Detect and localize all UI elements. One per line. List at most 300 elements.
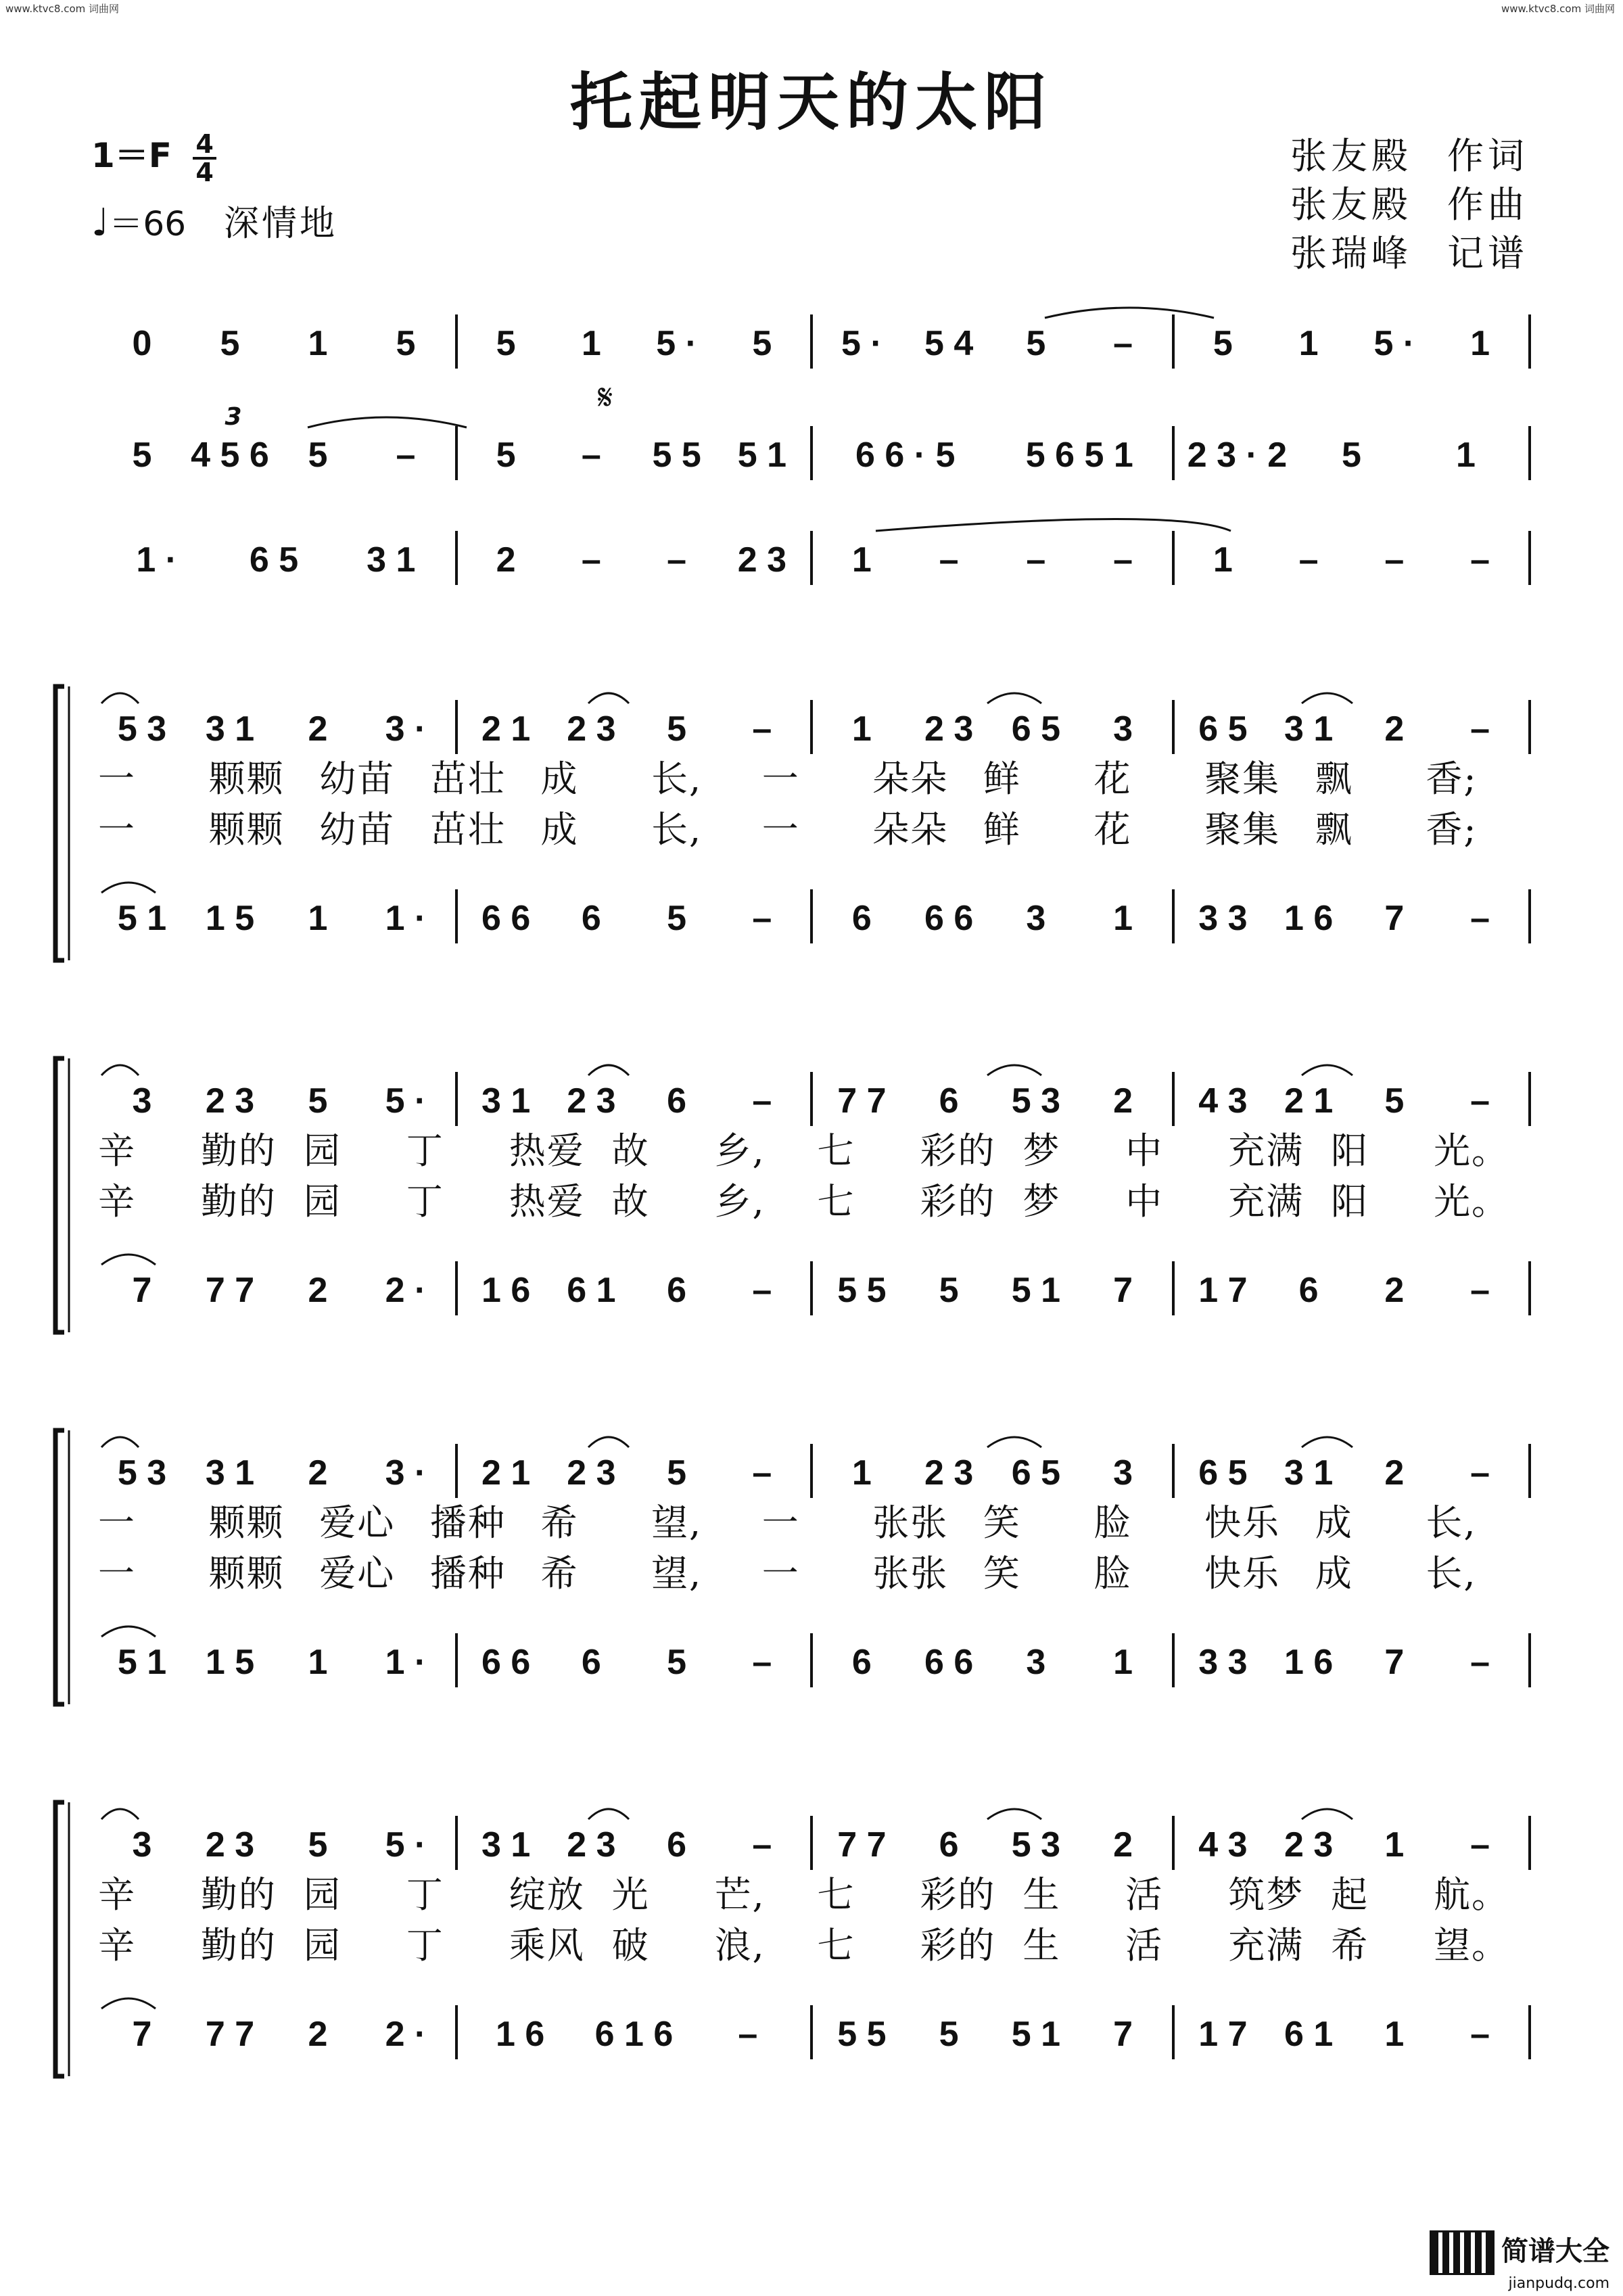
note-token: 2 3: [205, 1081, 255, 1121]
lyric-syllable: 航。: [1434, 1873, 1510, 1916]
lyric-syllable: 乘风: [509, 1924, 585, 1967]
note-token: 3: [1026, 899, 1046, 938]
lyric-syllable: 充满: [1228, 1924, 1304, 1967]
lyric-syllable: 七: [817, 1924, 855, 1967]
note-token: –: [1384, 540, 1405, 580]
note-token: 1 6: [1284, 899, 1334, 938]
lyric-syllable: 乡,: [714, 1180, 766, 1223]
note-token: 6 1 6: [594, 2015, 674, 2054]
note-token: –: [1470, 899, 1490, 938]
slur-arc: [588, 693, 629, 703]
note-token: 1 5: [205, 899, 255, 938]
note-token: 3 1: [481, 1081, 531, 1121]
lyric-syllable: 长,: [651, 808, 703, 851]
logo-sub: jianpudq.com: [1508, 2275, 1609, 2292]
note-token: –: [1113, 324, 1133, 363]
note-token: 5 ·: [841, 324, 883, 363]
lyric-syllable: 浪,: [714, 1924, 766, 1967]
lyric-syllable: 热爱: [509, 1180, 585, 1223]
lyric-syllable: 热爱: [509, 1129, 585, 1172]
note-token: –: [1470, 1453, 1490, 1493]
note-token: 5: [667, 1643, 687, 1682]
note-token: –: [752, 899, 772, 938]
note-token: 6: [1298, 1271, 1319, 1310]
note-token: 6: [939, 1825, 959, 1865]
slur-arc: [588, 1065, 629, 1075]
note-token: 5: [220, 324, 240, 363]
note-token: 3: [132, 1081, 152, 1121]
note-token: 1 5: [205, 1643, 255, 1682]
note-token: 5 ·: [656, 324, 697, 363]
note-token: 1: [308, 899, 328, 938]
lyric-syllable: 绽放: [509, 1873, 585, 1916]
note-token: 6 1: [567, 1271, 616, 1310]
note-token: 3 1: [1284, 709, 1334, 749]
note-token: 7: [1384, 899, 1405, 938]
lyric-syllable: 脸: [1093, 1552, 1132, 1595]
note-token: 2 3: [1284, 1825, 1334, 1865]
lyric-syllable: 茁壮: [429, 808, 506, 851]
lyric-syllable: 光。: [1434, 1129, 1510, 1172]
lyric-syllable: 丁: [406, 1924, 444, 1967]
lyric-syllable: 成: [1315, 1552, 1353, 1595]
note-token: 2 3: [567, 1825, 616, 1865]
slur-arc: [101, 1626, 156, 1637]
lyric-syllable: 筑梦: [1228, 1873, 1304, 1916]
note-token: 5: [1384, 1081, 1405, 1121]
lyric-syllable: 香;: [1426, 757, 1478, 800]
note-token: 5 3: [1011, 1825, 1061, 1865]
slur-arc: [101, 883, 156, 893]
note-token: –: [581, 540, 601, 580]
lyric-syllable: 香;: [1426, 808, 1478, 851]
note-token: 5: [308, 1825, 328, 1865]
note-token: 1: [1384, 2015, 1405, 2054]
note-token: 1 6: [1284, 1643, 1334, 1682]
note-token: 2 3: [567, 1081, 616, 1121]
note-token: 3 1: [481, 1825, 531, 1865]
note-token: 5 1: [117, 1643, 167, 1682]
credit-name: 张瑞峰: [1290, 232, 1412, 275]
lyric-syllable: 一: [98, 808, 136, 851]
lyric-syllable: 梦: [1022, 1180, 1061, 1223]
note-token: –: [1470, 1825, 1490, 1865]
note-token: 6: [667, 1825, 687, 1865]
lyric-syllable: 光。: [1434, 1180, 1510, 1223]
note-token: 6: [581, 1643, 601, 1682]
lyric-syllable: 笑: [983, 1552, 1021, 1595]
note-token: –: [1470, 2015, 1490, 2054]
lyric-syllable: 辛: [98, 1180, 136, 1223]
note-token: 2 1: [1284, 1081, 1334, 1121]
note-token: 1: [581, 324, 601, 363]
note-token: 1: [1298, 324, 1319, 363]
lyric-syllable: 彩的: [920, 1129, 996, 1172]
lyric-syllable: 丁: [406, 1873, 444, 1916]
tie-arc: [308, 417, 467, 427]
watermark-left: www.ktvc8.com 词曲网: [5, 3, 120, 15]
lyric-syllable: 彩的: [920, 1873, 996, 1916]
lyric-syllable: 鲜: [983, 757, 1021, 800]
lyric-syllable: 一: [761, 1501, 800, 1544]
lyric-syllable: 园: [303, 1873, 342, 1916]
lyric-syllable: 长,: [1426, 1552, 1477, 1595]
note-token: 2 ·: [385, 2015, 427, 2054]
note-token: –: [752, 1271, 772, 1310]
lyric-syllable: 聚集: [1204, 808, 1281, 851]
note-token: 7: [132, 2015, 152, 2054]
note-token: 6 5: [249, 540, 299, 580]
lyric-syllable: 活: [1125, 1873, 1164, 1916]
note-token: 5: [1213, 324, 1233, 363]
note-token: 2: [1384, 709, 1405, 749]
note-token: 4 5 6: [191, 436, 269, 475]
lyric-syllable: 成: [540, 757, 579, 800]
note-token: 5 4: [924, 324, 974, 363]
lyric-syllable: 芒,: [714, 1873, 766, 1916]
lyric-syllable: 张张: [872, 1552, 949, 1595]
note-token: –: [1113, 540, 1133, 580]
lyric-syllable: 园: [303, 1924, 342, 1967]
note-token: 5 ·: [1373, 324, 1415, 363]
note-token: –: [1026, 540, 1046, 580]
lyric-syllable: 充满: [1228, 1129, 1304, 1172]
song-title: 托起明天的太阳: [569, 66, 1053, 139]
credit-name: 张友殿: [1290, 183, 1412, 226]
note-token: –: [1298, 540, 1319, 580]
note-token: –: [581, 436, 601, 475]
note-token: 5 1: [1011, 2015, 1061, 2054]
note-token: 2 3: [924, 1453, 974, 1493]
lyric-syllable: 梦: [1022, 1129, 1061, 1172]
lyric-syllable: 笑: [983, 1501, 1021, 1544]
note-token: 2 3: [737, 540, 787, 580]
note-token: 1 ·: [136, 540, 178, 580]
lyric-syllable: 辛: [98, 1129, 136, 1172]
note-token: 7 7: [837, 1825, 887, 1865]
note-token: 6 6: [924, 899, 974, 938]
note-token: 3 1: [205, 709, 255, 749]
note-token: 2: [1113, 1825, 1133, 1865]
system-bracket: [55, 686, 64, 960]
note-token: 1 ·: [385, 1643, 427, 1682]
note-token: –: [396, 436, 416, 475]
lyric-syllable: 充满: [1228, 1180, 1304, 1223]
note-token: 3: [1113, 709, 1133, 749]
note-token: 2 3: [567, 1453, 616, 1493]
lyric-syllable: 播种: [429, 1501, 506, 1544]
note-token: –: [752, 709, 772, 749]
system-bracket: [55, 1430, 64, 1704]
note-token: 1: [1456, 436, 1476, 475]
note-token: 4 3: [1198, 1081, 1248, 1121]
lyric-syllable: 一: [98, 1552, 136, 1595]
note-token: 5: [752, 324, 772, 363]
note-token: 5 3: [1011, 1081, 1061, 1121]
slur-arc: [987, 693, 1041, 703]
lyric-syllable: 张张: [872, 1501, 949, 1544]
note-token: –: [1470, 709, 1490, 749]
lyric-syllable: 颗颗: [208, 1501, 285, 1544]
note-token: 6: [939, 1081, 959, 1121]
lyric-syllable: 颗颗: [208, 808, 285, 851]
note-token: –: [1470, 1081, 1490, 1121]
note-token: 1: [308, 1643, 328, 1682]
note-token: 3: [132, 1825, 152, 1865]
note-token: 5: [939, 2015, 959, 2054]
lyric-syllable: 朵朵: [872, 757, 949, 800]
lyric-syllable: 鲜: [983, 808, 1021, 851]
choral-systems: [55, 686, 1530, 2076]
note-token: 6: [581, 899, 601, 938]
note-token: 2 3: [205, 1825, 255, 1865]
lyric-syllable: 花: [1093, 757, 1132, 800]
note-token: 3 1: [1284, 1453, 1334, 1493]
slur-arc: [101, 1065, 139, 1075]
note-token: –: [752, 1081, 772, 1121]
note-token: 2 ·: [385, 1271, 427, 1310]
segno-mark: 𝄋: [597, 377, 613, 418]
note-token: 5 3: [117, 1453, 167, 1493]
note-token: 6 5: [1011, 709, 1061, 749]
lyric-syllable: 成: [540, 808, 579, 851]
lyric-syllable: 阳: [1331, 1129, 1369, 1172]
lyric-syllable: 七: [817, 1180, 855, 1223]
lyric-syllable: 希: [540, 1501, 579, 1544]
lyric-syllable: 园: [303, 1129, 342, 1172]
note-token: 5 5: [652, 436, 701, 475]
note-token: 2 1: [481, 709, 531, 749]
lyric-syllable: 勤的: [200, 1873, 277, 1916]
lyric-syllable: 飘: [1315, 757, 1353, 800]
system-bracket: [55, 1802, 64, 2076]
note-token: 3 ·: [385, 1453, 427, 1493]
lyric-syllable: 彩的: [920, 1924, 996, 1967]
lyric-syllable: 丁: [406, 1129, 444, 1172]
expression-text: 深情地: [223, 204, 337, 244]
slur-arc: [1302, 693, 1352, 703]
note-token: 5 3: [117, 709, 167, 749]
note-token: 6 6: [481, 1643, 531, 1682]
note-token: 1 7: [1198, 2015, 1248, 2054]
lyric-syllable: 中: [1125, 1129, 1164, 1172]
note-token: 1: [1213, 540, 1233, 580]
lyric-syllable: 幼苗: [319, 757, 396, 800]
note-token: 3 ·: [385, 709, 427, 749]
note-token: –: [1470, 1271, 1490, 1310]
note-token: 6 5: [1011, 1453, 1061, 1493]
note-token: 3 3: [1198, 1643, 1248, 1682]
lyric-syllable: 一: [98, 1501, 136, 1544]
note-token: 2: [496, 540, 516, 580]
credit-role: 作词: [1447, 135, 1528, 177]
note-token: 5 ·: [385, 1825, 427, 1865]
lyric-syllable: 起: [1331, 1873, 1369, 1916]
note-token: 3 1: [205, 1453, 255, 1493]
note-token: 2 3: [924, 709, 974, 749]
credit-role: 作曲: [1447, 183, 1528, 226]
lyric-syllable: 颗颗: [208, 757, 285, 800]
watermark-right: www.ktvc8.com 词曲网: [1501, 3, 1615, 15]
tie-arc: [876, 519, 1231, 532]
lyric-syllable: 光: [611, 1873, 650, 1916]
lyric-syllable: 望。: [1434, 1924, 1510, 1967]
note-token: 2: [308, 1453, 328, 1493]
note-token: 5: [396, 324, 416, 363]
slur-arc: [588, 1437, 629, 1447]
lyric-syllable: 勤的: [200, 1129, 277, 1172]
note-token: 1: [1113, 1643, 1133, 1682]
piano-keys-icon: [1430, 2230, 1495, 2275]
lyric-syllable: 生: [1022, 1873, 1061, 1916]
note-token: 1: [1384, 1825, 1405, 1865]
note-token: 5: [132, 436, 152, 475]
note-token: 5: [667, 1453, 687, 1493]
note-token: –: [667, 540, 687, 580]
note-token: 5: [667, 709, 687, 749]
note-token: 6: [851, 1643, 872, 1682]
lyric-syllable: 成: [1315, 1501, 1353, 1544]
note-token: 5 1: [737, 436, 787, 475]
lyric-syllable: 飘: [1315, 808, 1353, 851]
note-token: 6 6 · 5: [855, 436, 956, 475]
lyric-syllable: 勤的: [200, 1924, 277, 1967]
note-token: 6: [851, 899, 872, 938]
intro-section: [133, 308, 1530, 585]
slur-arc: [101, 1255, 156, 1265]
lyric-syllable: 故: [611, 1180, 650, 1223]
lyric-syllable: 长,: [1426, 1501, 1477, 1544]
lyric-syllable: 爱心: [319, 1501, 396, 1544]
lyric-syllable: 颗颗: [208, 1552, 285, 1595]
note-token: 2: [308, 709, 328, 749]
note-token: 2 3 · 2: [1187, 436, 1288, 475]
note-token: 7: [1113, 2015, 1133, 2054]
note-token: 5: [496, 324, 516, 363]
note-token: 6 6: [924, 1643, 974, 1682]
note-token: 5: [308, 1081, 328, 1121]
lyric-syllable: 一: [98, 757, 136, 800]
note-token: 1 6: [481, 1271, 531, 1310]
note-token: –: [752, 1643, 772, 1682]
note-token: 5: [496, 436, 516, 475]
slur-arc: [1302, 1809, 1352, 1819]
note-token: 1: [851, 709, 872, 749]
note-token: 5: [667, 899, 687, 938]
site-logo: [1430, 2230, 1609, 2292]
note-token: 5 5: [837, 2015, 887, 2054]
note-token: 7: [1384, 1643, 1405, 1682]
lyric-syllable: 彩的: [920, 1180, 996, 1223]
note-token: 1 ·: [385, 899, 427, 938]
slur-arc: [588, 1809, 629, 1819]
lyric-syllable: 一: [761, 757, 800, 800]
lyric-syllable: 幼苗: [319, 808, 396, 851]
lyric-syllable: 中: [1125, 1180, 1164, 1223]
note-token: 5 5: [837, 1271, 887, 1310]
tie-arc: [1045, 308, 1214, 318]
note-token: 5: [939, 1271, 959, 1310]
note-token: 5 1: [117, 899, 167, 938]
slur-arc: [987, 1065, 1041, 1075]
lyric-syllable: 一: [761, 1552, 800, 1595]
note-token: 1: [1113, 899, 1133, 938]
lyric-syllable: 希: [540, 1552, 579, 1595]
lyric-syllable: 勤的: [200, 1180, 277, 1223]
note-token: 6: [667, 1081, 687, 1121]
logo-main: 简谱大全: [1501, 2236, 1609, 2267]
note-token: 1 7: [1198, 1271, 1248, 1310]
note-token: 6 1: [1284, 2015, 1334, 2054]
credit-role: 记谱: [1447, 232, 1528, 275]
note-token: 2: [308, 2015, 328, 2054]
note-token: –: [1470, 1643, 1490, 1682]
tempo-text: ＝66: [109, 204, 187, 243]
note-token: 5 1: [1011, 1271, 1061, 1310]
credit-name: 张友殿: [1290, 135, 1412, 177]
lyric-syllable: 希: [1331, 1924, 1369, 1967]
time-top: 4: [193, 131, 216, 160]
note-token: 7: [1113, 1271, 1133, 1310]
lyric-syllable: 茁壮: [429, 757, 506, 800]
quarter-note-icon: ♩: [91, 201, 110, 245]
note-token: 0: [132, 324, 152, 363]
lyric-syllable: 长,: [651, 757, 703, 800]
lyric-syllable: 花: [1093, 808, 1132, 851]
lyric-syllable: 乡,: [714, 1129, 766, 1172]
note-token: 2: [308, 1271, 328, 1310]
note-token: 3 1: [367, 540, 416, 580]
lyric-syllable: 爱心: [319, 1552, 396, 1595]
note-token: –: [752, 1825, 772, 1865]
note-token: 2: [1384, 1453, 1405, 1493]
lyric-syllable: 一: [761, 808, 800, 851]
key-text: 1＝F: [91, 136, 172, 175]
lyric-syllable: 辛: [98, 1924, 136, 1967]
slur-arc: [101, 1998, 156, 2009]
note-token: 1: [1470, 324, 1490, 363]
lyric-syllable: 活: [1125, 1924, 1164, 1967]
note-token: –: [939, 540, 959, 580]
note-token: –: [738, 2015, 758, 2054]
lyric-syllable: 辛: [98, 1873, 136, 1916]
note-token: 7 7: [837, 1081, 887, 1121]
note-token: –: [752, 1453, 772, 1493]
slur-arc: [987, 1809, 1041, 1819]
note-token: 1: [851, 1453, 872, 1493]
note-token: 2: [1384, 1271, 1405, 1310]
slur-arc: [1302, 1065, 1352, 1075]
slur-arc: [101, 1437, 139, 1447]
note-token: 2 1: [481, 1453, 531, 1493]
slur-arc: [987, 1437, 1041, 1447]
note-token: 5: [308, 436, 328, 475]
note-token: 6 5: [1198, 1453, 1248, 1493]
note-token: 5 ·: [385, 1081, 427, 1121]
note-token: 7 7: [205, 2015, 255, 2054]
note-token: 6: [667, 1271, 687, 1310]
lyric-syllable: 七: [817, 1129, 855, 1172]
lyric-syllable: 望,: [651, 1552, 703, 1595]
note-token: 7: [132, 1271, 152, 1310]
note-token: 3: [1113, 1453, 1133, 1493]
note-token: 6 6: [481, 899, 531, 938]
note-token: 4 3: [1198, 1825, 1248, 1865]
system-bracket: [55, 1058, 64, 1332]
note-token: 2 3: [567, 709, 616, 749]
note-token: 1: [851, 540, 872, 580]
slur-arc: [1302, 1437, 1352, 1447]
